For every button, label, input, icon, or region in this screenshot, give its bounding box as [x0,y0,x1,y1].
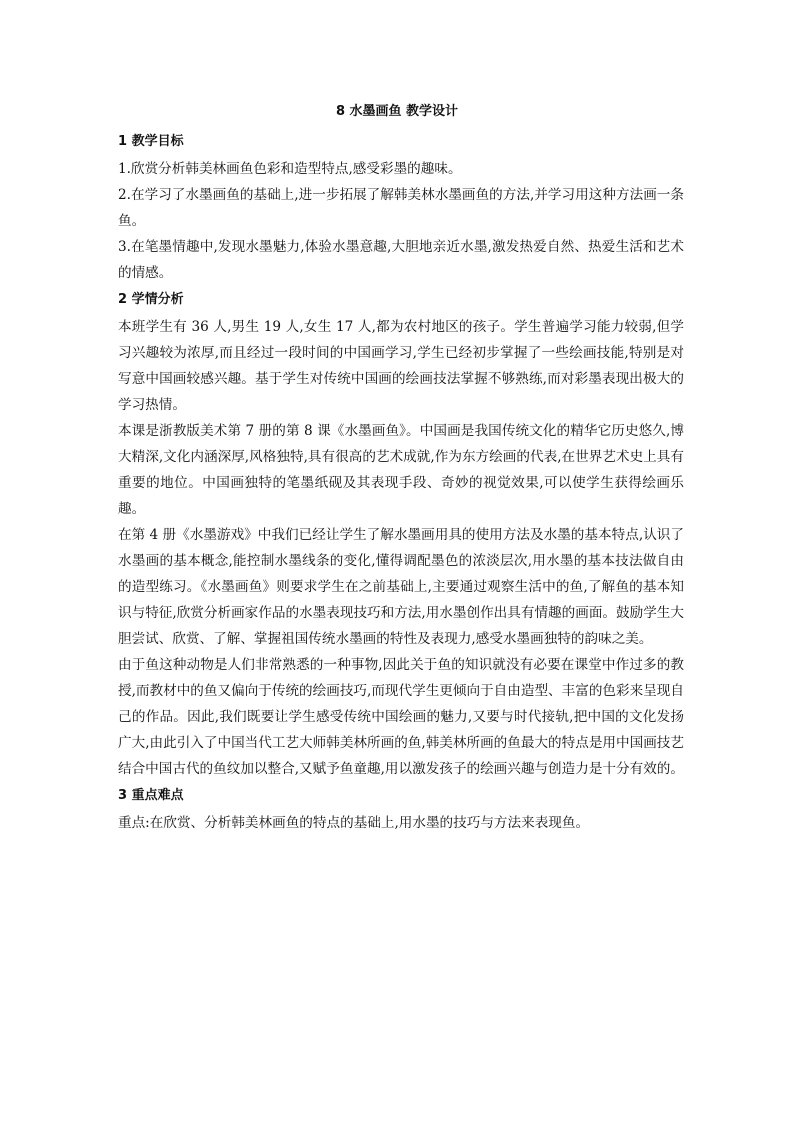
paragraph: 2.在学习了水墨画鱼的基础上,进一步拓展了解韩美林水墨画鱼的方法,并学习用这种方法画一条鱼。 [118,187,684,229]
paragraph: 本课是浙教版美术第 7 册的第 8 课《水墨画鱼》。中国画是我国传统文化的精华它历史悠久,博大精深,文化内涵深厚,风格独特,具有很高的艺术成就,作为东方绘画的代表,在世界艺术史上具有重要的地位。中国画独特的笔墨纸砚及其表现手段、奇妙的视觉效果,可以使学生获得绘画乐趣。 [118,423,684,517]
paragraph: 3.在笔墨情趣中,发现水墨魅力,体验水墨意趣,大胆地亲近水墨,激发热爱自然、热爱生活和艺术的情感。 [118,239,684,281]
document-title: 8 水墨画鱼 教学设计 [335,104,459,119]
paragraph: 本班学生有 36 人,男生 19 人,女生 17 人,都为农村地区的孩子。学生普遍学习能力较弱,但学习兴趣较为浓厚,而且经过一段时间的中国画学习,学生已经初步掌握了一些绘画技能,特别是对写意中国画较感兴趣。基于学生对传统中国画的绘画技法掌握不够熟练,而对彩墨表现出极大的学习热情。 [118,319,684,413]
section-heading-analysis: 2 学情分析 [118,292,184,307]
paragraph: 重点:在欣赏、分析韩美林画鱼的特点的基础上,用水墨的技巧与方法来表现鱼。 [118,815,590,831]
section-heading-key-points: 3 重点难点 [118,788,184,803]
paragraph: 由于鱼这种动物是人们非常熟悉的一种事物,因此关于鱼的知识就没有必要在课堂中作过多的教授,而教材中的鱼又偏向于传统的绘画技巧,而现代学生更倾向于自由造型、丰富的色彩来呈现自己的作品。因此,我们既要让学生感受传统中国绘画的魅力,又要与时代接轨,把中国的文化发扬广大,由此引入了中国当代工艺大师韩美林所画的鱼,韩美林所画的鱼最大的特点是用中国画技艺结合中国古代的鱼纹加以整合,又赋予鱼童趣,用以激发孩子的绘画兴趣与创造力是十分有效的。 [118,657,684,777]
section-heading-goals: 1 教学目标 [118,134,184,149]
paragraph: 在第 4 册《水墨游戏》中我们已经让学生了解水墨画用具的使用方法及水墨的基本特点,认识了水墨画的基本概念,能控制水墨线条的变化,懂得调配墨色的浓淡层次,用水墨的基本技法做自由的造型练习。《水墨画鱼》则要求学生在之前基础上,主要通过观察生活中的鱼,了解鱼的基本知识与特征,欣赏分析画家作品的水墨表现技巧和方法,用水墨创作出具有情趣的画面。鼓励学生大胆尝试、欣赏、了解、掌握祖国传统水墨画的特性及表现力,感受水墨画独特的韵味之美。 [118,527,684,647]
document-body [118,132,684,836]
paragraph: 1.欣赏分析韩美林画鱼色彩和造型特点,感受彩墨的趣味。 [118,161,462,177]
